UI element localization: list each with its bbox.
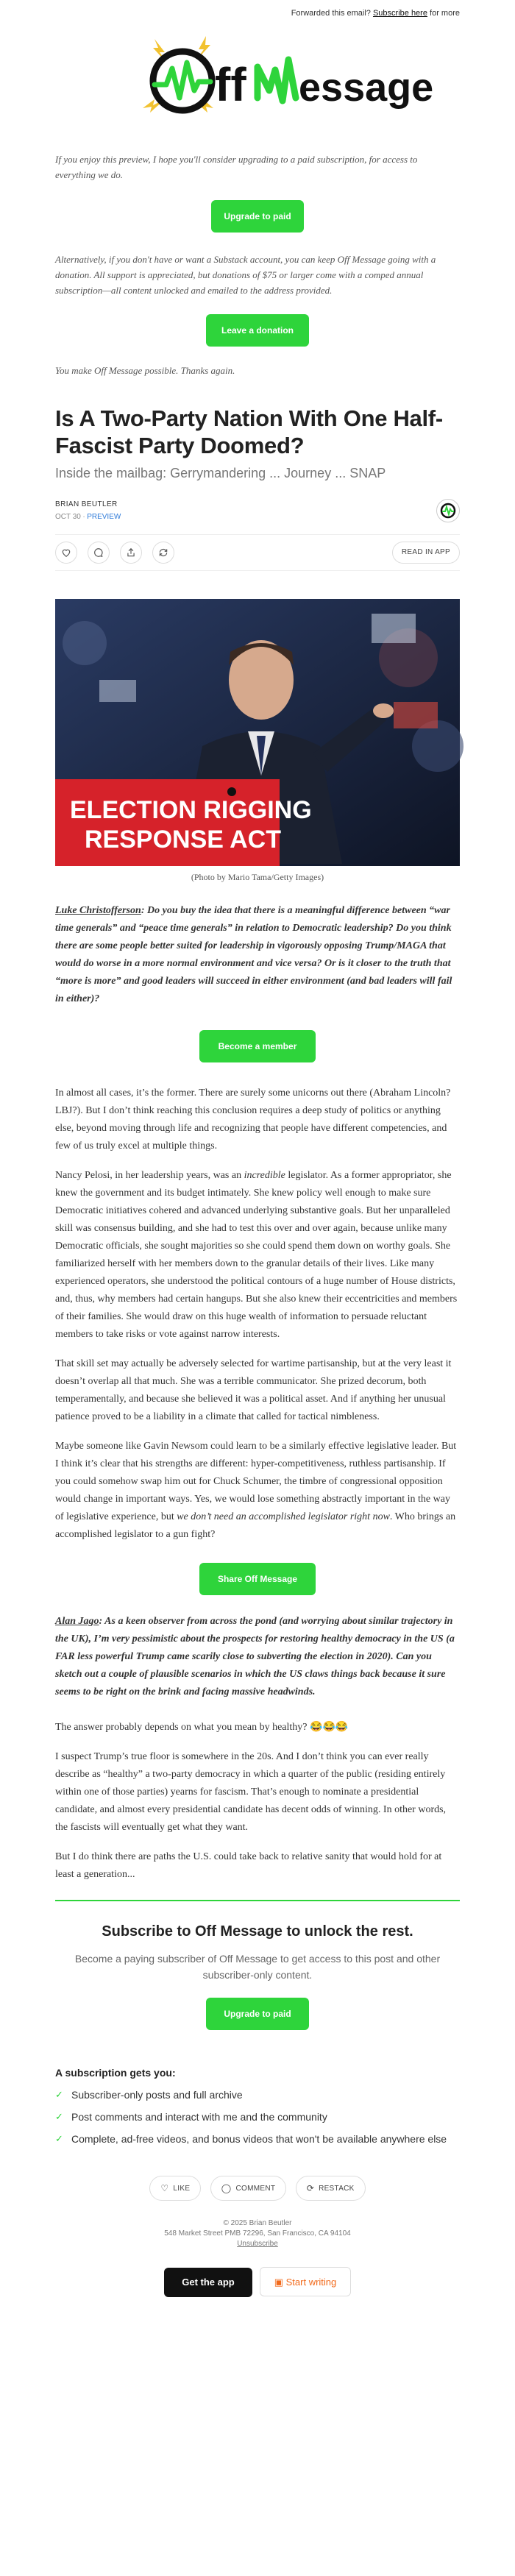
forward-suffix: for more <box>430 9 460 18</box>
post-header <box>55 405 460 571</box>
paywall-heading: Subscribe to Off Message to unlock the rest. <box>102 1923 413 1940</box>
preview-intro: If you enjoy this preview, I hope you'll consider upgrading to a paid subscription, for access to everything we do. <box>55 154 418 180</box>
author-name[interactable]: BRIAN BEUTLER <box>55 500 118 508</box>
like-button[interactable] <box>55 542 77 564</box>
benefit-text: Complete, ad-free videos, and bonus videos that won't be available anywhere else <box>71 2133 447 2145</box>
donation-text: Alternatively, if you don't have or want a Substack account, you can keep Off Message going with a donation. All support is appreciated, but donations of $75 or larger come with a comped annual subscription—all content unlocked and emailed to the address provided. <box>55 254 436 296</box>
comment-pill-button[interactable] <box>210 2176 287 2201</box>
get-the-app-button[interactable]: Get the app <box>164 2268 252 2297</box>
unsubscribe-link[interactable]: Unsubscribe <box>237 2240 278 2248</box>
photo-caption: (Photo by Mario Tama/Getty Images) <box>191 872 324 882</box>
para-emphasis: incredible <box>244 1170 285 1181</box>
questioner-name-1[interactable]: Luke Christofferson <box>55 905 141 916</box>
post-subtitle: Inside the mailbag: Gerrymandering ... Journey ... SNAP <box>55 466 386 480</box>
copyright: © 2025 Brian Beutler <box>223 2219 292 2227</box>
become-member-button[interactable]: Become a member <box>199 1030 316 1062</box>
benefit-text: Post comments and interact with me and the community <box>71 2111 327 2123</box>
comment-label: COMMENT <box>235 2184 276 2193</box>
start-writing-label: Start writing <box>285 2277 337 2288</box>
paywall <box>55 1900 460 2030</box>
paragraph: The answer probably depends on what you mean by healthy? 😂😂😂 <box>55 1722 349 1733</box>
benefits-list <box>55 2087 460 2146</box>
post-actions-bar <box>55 534 460 571</box>
paragraph: That skill set may actually be adversely selected for wartime partisanship, but at the very least it doesn’t overlap all that much. She was a terrible communicator. She prized decorum, both temperamentally, and because she believed it was a political asset. And if anything her unusual patience proved to be a liability in a climate that called for tactical nimbleness. <box>55 1358 452 1422</box>
benefit-item <box>55 2110 460 2124</box>
byline <box>55 499 460 522</box>
para-text: Maybe someone like Gavin Newsom could learn to be a similarly effective legislative leader. But I think it’s clear that his strengths are different: hyper-competitiveness, ruthless partisanship. If you could somehow swap him out for Chuck Schumer, the timbre of congressional opposition would change in important ways. Yes, we would lose something abstractly important in the way of legislative experience, but <box>55 1441 457 1522</box>
engagement-bar <box>55 2176 460 2201</box>
share-off-message-button[interactable]: Share Off Message <box>199 1563 316 1595</box>
check-icon: ✓ <box>55 2133 63 2144</box>
benefit-text: Subscriber-only posts and full archive <box>71 2089 243 2101</box>
logo-graphic <box>125 26 434 136</box>
forward-bar <box>55 0 460 22</box>
paragraph <box>55 1438 460 1544</box>
paragraph: But I do think there are paths the U.S. could take back to relative sanity that would hold for at least a generation... <box>55 1851 442 1880</box>
date-text: OCT 30 <box>55 513 81 521</box>
logo-essage-text: essage <box>299 65 434 110</box>
comment-icon: ◯ <box>221 2183 232 2193</box>
post-title[interactable]: Is A Two-Party Nation With One Half-Fascist Party Doomed? <box>55 405 443 458</box>
logo-mini-icon <box>439 502 457 519</box>
restack-button[interactable] <box>152 542 174 564</box>
para-text: . Who brings an accomplished legislator to a gun fight? <box>55 1511 456 1540</box>
publication-avatar[interactable] <box>436 499 460 522</box>
logo-ff-text: ff <box>215 58 246 111</box>
restack-label: RESTACK <box>319 2184 355 2193</box>
restack-pill-button[interactable] <box>296 2176 366 2201</box>
question-text-2: : As a keen observer from across the pond (and worrying about similar trajectory in the UK), I’m very pessimistic about the prospects for restoring healthy democracy in the US (a FAR less powerful Trump came scarily close to subverting the election in 2020). Can you sketch out a couple of plausible scenarios in which the US claws things back because it sure seems to be right on the brink and facing massive headwinds. <box>55 1616 455 1697</box>
newsom-speaking-image <box>55 599 460 866</box>
paragraph: I suspect Trump’s true floor is somewhere in the 20s. And I don’t think you can ever really describe as “healthy” a two-party democracy in which a quarter of the public (residing entirely within one of those parties) yearns for fascism. That’s enough to nominate a presidential candidate, and almost every presidential candidate has decent odds of winning. In other words, the fascists will eventually get what they want. <box>55 1751 447 1833</box>
check-icon: ✓ <box>55 2111 63 2122</box>
photo-block <box>55 599 460 883</box>
subscribe-here-link[interactable]: Subscribe here <box>372 9 427 18</box>
reader-question-2 <box>55 1613 460 1701</box>
restack-icon <box>158 547 168 558</box>
footer <box>55 2218 460 2297</box>
start-writing-button[interactable] <box>260 2267 351 2296</box>
check-icon: ✓ <box>55 2089 63 2100</box>
para-emphasis: we don’t need an accomplished legislator right now <box>177 1511 390 1522</box>
questioner-name-2[interactable]: Alan Jago <box>55 1616 99 1627</box>
paragraph: In almost all cases, it’s the former. There are surely some unicorns out there (Abraham Lincoln? LBJ?). But I don’t think reaching this conclusion requires a deep study of politics or anything else, beyond moving through life and recognizing that people have different competencies, and few of us truly excel at multiple things. <box>55 1087 451 1152</box>
comment-icon <box>93 547 104 558</box>
share-icon <box>126 547 136 558</box>
paywall-upgrade-button[interactable]: Upgrade to paid <box>206 1998 309 2030</box>
benefit-item <box>55 2132 460 2146</box>
thanks-text: You make Off Message possible. Thanks again. <box>55 365 235 376</box>
heart-icon: ♡ <box>160 2183 169 2193</box>
para-text: legislator. As a former appropriator, she knew the government and its budget intimately. She knew policy well enough to make sure Democratic initiatives cohered and advanced underlying substantive goals. But her unparalleled skill was consensus building, and she had to test this over and over again, because unlike many Democratic officials, she sought majorities so she could spend them down on worthy goals. She familiarized herself with her members down to the granular details of their lives. Like many experienced operators, she understood the political contours of a huge number of House districts, and, thus, why members had certain hangups. But she also knew their eccentricities and members of their families. She would draw on this huge wealth of information to persuade reluctant members to take risks or vote against narrow interests. <box>55 1170 458 1340</box>
paywall-description: Become a paying subscriber of Off Message to get access to this post and other subscriber-only content. <box>74 1953 441 1981</box>
hero-photo <box>55 599 460 866</box>
read-in-app-button[interactable]: READ IN APP <box>392 542 460 564</box>
comment-button[interactable] <box>88 542 110 564</box>
post-body <box>55 902 460 1884</box>
substack-icon: ▣ <box>274 2277 286 2288</box>
sign-line-2: RESPONSE ACT <box>85 826 282 854</box>
off-message-logo[interactable] <box>55 22 460 140</box>
benefits-heading: A subscription gets you: <box>55 2067 176 2079</box>
upgrade-to-paid-button[interactable]: Upgrade to paid <box>211 200 304 233</box>
sign-line-1: ELECTION RIGGING <box>70 796 312 824</box>
leave-donation-button[interactable]: Leave a donation <box>206 314 309 347</box>
preview-badge: PREVIEW <box>87 513 121 521</box>
reader-question-1 <box>55 902 460 1008</box>
like-pill-button[interactable] <box>149 2176 201 2201</box>
share-button[interactable] <box>120 542 142 564</box>
benefit-item <box>55 2087 460 2102</box>
preview-section <box>55 152 460 378</box>
paywall-divider <box>55 1900 460 1901</box>
paragraph <box>55 1167 460 1344</box>
para-text: Nancy Pelosi, in her leadership years, was an <box>55 1170 244 1181</box>
like-label: LIKE <box>173 2184 191 2193</box>
forward-text: Forwarded this email? <box>291 9 371 18</box>
postal-address: 548 Market Street PMB 72296, San Francisco, CA 94104 <box>164 2229 351 2238</box>
post-date: OCT 30 ∙ PREVIEW <box>55 513 121 521</box>
heart-icon <box>61 547 71 558</box>
restack-icon: ⟳ <box>306 2183 315 2193</box>
benefits-section <box>55 2067 460 2146</box>
question-text-1: : Do you buy the idea that there is a meaningful difference between “war time generals” and “peace time generals” in relation to Democratic leadership? Do you think there are some people better suited for leadership in vigorously opposing Trump/MAGA that would do worse in a more normal environment and vice versa? Or is it closer to the truth that “more is more” and good leaders will succeed in either environment (and bad leaders will fail in either)? <box>55 905 452 1004</box>
